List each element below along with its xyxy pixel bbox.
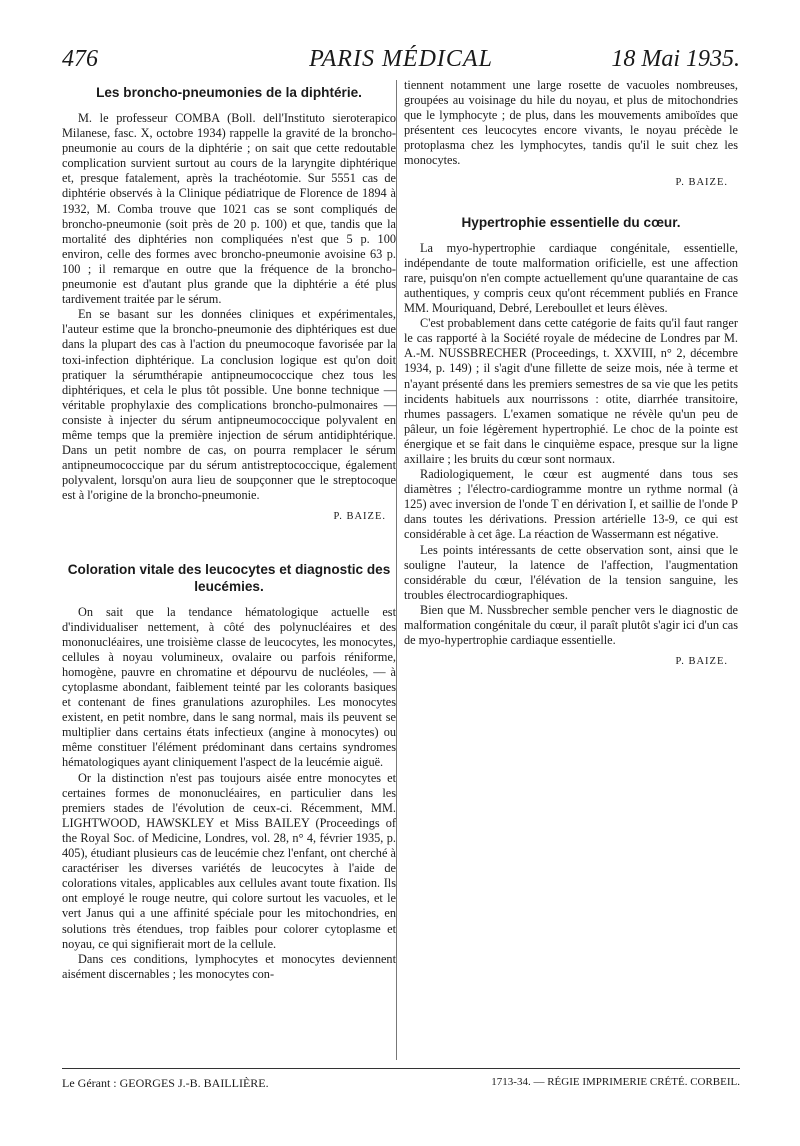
journal-title: PARIS MÉDICAL <box>309 46 493 72</box>
article-title-coloration-vitale: Coloration vitale des leucocytes et diagnostic des leucémies. <box>67 561 391 594</box>
author-signature: P. BAIZE. <box>333 511 386 523</box>
paragraph: Les points intéressants de cette observation sont, ainsi que le souligne l'auteur, la latence de l'affection, l'augmentation considérable du cœur, l'élévation de la tension sanguine, les troubles électrocardiographiques. <box>404 542 738 602</box>
author-signature: P. BAIZE. <box>675 176 728 188</box>
paragraph: La myo-hypertrophie cardiaque congénitale, essentielle, indépendante de toute malformation orificielle, est une affection rare, puisqu'on n'en compte actuellement qu'une quarantaine de cas authentiques, y compris ceux qu'ont récemment publiés en France MM. Mouriquand, Debré, Lereboullet et leurs élèves. <box>404 240 738 316</box>
issue-date: 18 Mai 1935. <box>611 46 740 72</box>
column-divider <box>396 80 397 1060</box>
footer-rule <box>62 1068 740 1069</box>
paragraph: Radiologiquement, le cœur est augmenté dans tous ses diamètres ; l'électro-cardiogramme montre un rythme normal (à 125) avec inversion de l'onde T en dérivation I, et saillie de l'onde P dans toutes les dérivations. Pression artérielle 13-9, ce qui est considérable à cet âge. La réaction de Wassermann est négative. <box>404 467 738 542</box>
paragraph: Dans ces conditions, lymphocytes et monocytes deviennent aisément discernables ; les monocytes con- <box>62 951 396 981</box>
left-column <box>62 78 396 982</box>
paragraph: M. le professeur COMBA (Boll. dell'Instituto sieroterapico Milanese, fasc. X, octobre 1934) rappelle la gravité de la broncho-pneumonie au cours de la diphtérie ; on sait que cette redoutable complication survient surtout au cours de la laryngite diphtérique et, presque fatalement, après la trachéotomie. Sur 5551 cas de diphtérie observés à la Clinique pédiatrique de Florence de 1894 à 1932, M. Comba trouve que 1021 cas se sont compliqués de broncho-pneumonie (soit près de 20 p. 100) et que, tandis que la mortalité des diphtéries non compliquées n'est que 5 p. 100 environ, celle des formes avec broncho-pneumonie avoisine 63 p. 100 ; il remarque en outre que la fréquence de la broncho-pneumonie est d'autant plus grande que la diphtérie a été plus tardivement traitée par le sérum. <box>62 111 396 307</box>
article-title-hypertrophie: Hypertrophie essentielle du cœur. <box>461 214 681 230</box>
paragraph: En se basant sur les données cliniques et expérimentales, l'auteur estime que la broncho-pneumonie des diphtériques est due dans la plupart des cas à l'action du pneumocoque favorisée par la toxi-infection diphtérique. La conclusion logique est qu'on doit pratiquer la sérumthérapie antipneumococcique chez tous les diphtériques, et cela le plus tôt possible. Une bonne technique — véritable prophylaxie des complications broncho-pulmonaires — consiste à injecter du sérum antipneumococcique polyvalent en même temps que la première injection de sérum antidiphtérique. Dans un petit nombre de cas, on pourra remplacer le sérum antipneumococcique par du sérum antistreptococcique, également polyvalent, lorsqu'on aura lieu de soupçonner que le streptocoque est à l'origine de la broncho-pneumonie. <box>62 307 396 503</box>
right-column <box>404 78 738 669</box>
paragraph: Bien que M. Nussbrecher semble pencher vers le diagnostic de malformation congénitale du cœur, il paraît plutôt s'agir ici d'un cas de myo-hypertrophie cardiaque essentielle. <box>404 602 738 648</box>
paragraph: On sait que la tendance hématologique actuelle est d'individualiser nettement, à côté des polynucléaires et des mononucléaires, une troisième classe de leucocytes, les monocytes, cellules à noyau volumineux, ovalaire ou parfois réniforme, homogène, pauvre en chromatine et dépourvu de nucléoles, — à cytoplasme abondant, faiblement teinté par les colorants basiques et contenant de fines granulations azurophiles. Les monocytes existent, en petit nombre, dans le sang normal, mais ils peuvent se multiplier dans certains états infectieux (angine à monocytes) ou même constituer l'élément prédominant dans certains syndromes hématologiques ayant cliniquement l'aspect de la leucémie aiguë. <box>62 604 396 770</box>
article-title-bronchopneumonies: Les broncho-pneumonies de la diphtérie. <box>96 85 362 100</box>
paragraph: C'est probablement dans cette catégorie de faits qu'il faut ranger le cas rapporté à la Société royale de médecine de Londres par M. A.-M. NUSSBRECHER (Proceedings, t. XXVIII, n° 2, décembre 1934, p. 149) ; il s'agit d'une fillette de seize mois, née à terme et n'ayant présenté dans les premiers semestres de sa vie que les petits incidents habituels aux nourrissons : otite, diarrhée transitoire, rhumes passagers. L'examen somatique ne révèle qu'un peu de pâleur, un foie légèrement hypertrophié. Le choc de la pointe est énergique et se fait dans le cinquième espace, presque sur la ligne axillaire ; les bruits du cœur sont normaux. <box>404 316 738 466</box>
page-header <box>62 44 740 78</box>
author-signature: P. BAIZE. <box>675 656 728 668</box>
footer-gerant: Le Gérant : GEORGES J.-B. BAILLIÈRE. <box>62 1076 269 1090</box>
footer-printer: 1713-34. — RÉGIE IMPRIMERIE CRÉTÉ. CORBEIL. <box>491 1076 740 1088</box>
paragraph: Or la distinction n'est pas toujours aisée entre monocytes et certaines formes de mononucléaires, en particulier dans les premiers stades de l'évolution de ceux-ci. Récemment, MM. LIGHTWOOD, HAWSKLEY et Miss BAILEY (Proceedings of the Royal Soc. of Medicine, Londres, vol. 28, n° 4, février 1935, p. 405), étudiant plusieurs cas de leucémie chez l'enfant, ont cherché à caractériser les diverses variétés de leucocytes à l'aide de colorations vitales, applicables aux cellules avant toute fixation. Ils ont employé le rouge neutre, qui colore surtout les vacuoles, et le vert Janus qui a une affinité spéciale pour les mitochondries, en solutions très étendues, trop faibles pour colorer cytoplasme et noyau, ce qui signifierait mort de la cellule. <box>62 770 396 951</box>
paragraph-continuation: tiennent notamment une large rosette de vacuoles nombreuses, groupées au voisinage du hile du noyau, et plus de mitochondries que le lymphocyte ; de plus, dans les mouvements amiboïdes que présentent ces leucocytes encore vivants, le noyau précède le protoplasma chez les lymphocytes, tandis qu'il le suit chez les monocytes. <box>404 78 738 168</box>
page-number: 476 <box>62 46 98 72</box>
